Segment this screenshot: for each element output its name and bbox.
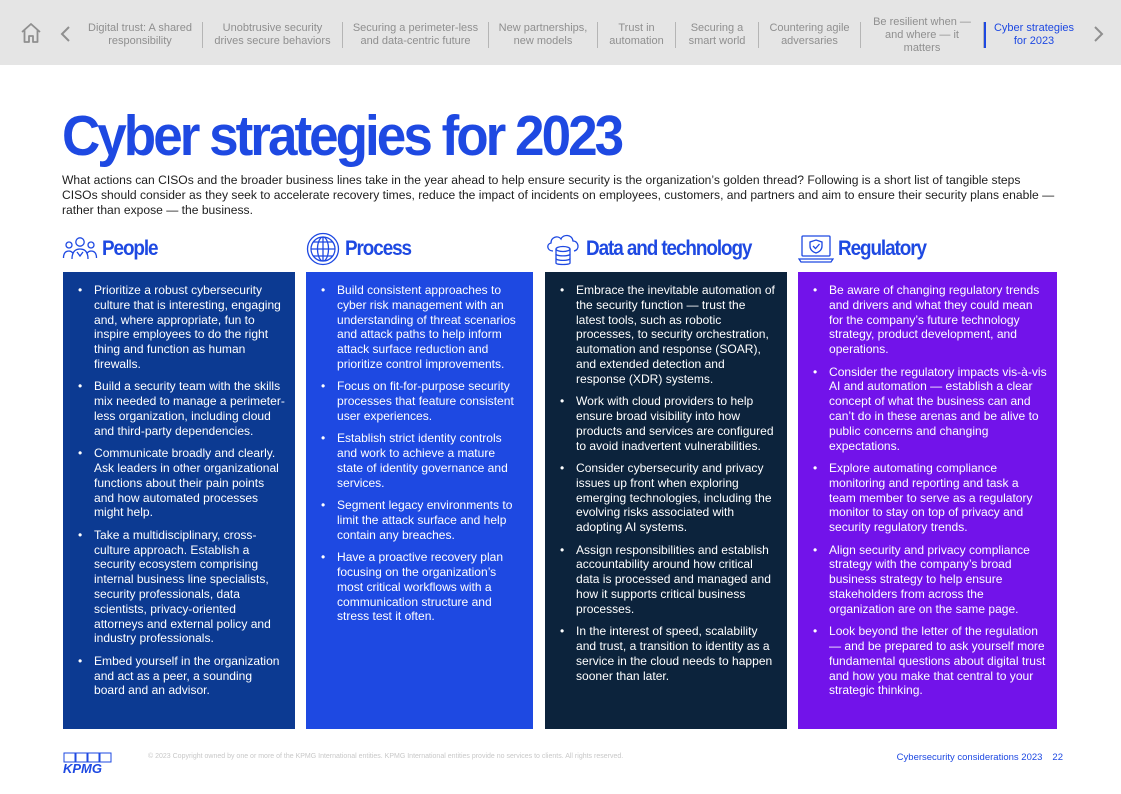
nav-tab-9[interactable]: Cyber strategies for 2023 (984, 22, 1082, 48)
page-title: Cyber strategies for 2023 (62, 104, 622, 168)
regulatory-heading (798, 230, 936, 268)
top-navigation (0, 0, 1121, 65)
people-list (76, 283, 285, 698)
nav-tab-2[interactable]: Unobtrusive security drives secure behaviors (203, 22, 343, 48)
data-heading-label: Data and technology (586, 237, 752, 260)
regulatory-panel (798, 272, 1057, 729)
chevron-left-icon[interactable] (58, 24, 74, 44)
globe-network-icon (305, 231, 341, 267)
list-item: • Focus on fit-for-purpose security processes that feature consistent user experiences. (319, 379, 523, 423)
list-item: • Prioritize a robust cybersecurity culture that is interesting, engaging and, where appropriate, fun to inspire employees to do the right thing and function as human firewalls. (76, 283, 285, 372)
process-list (319, 283, 523, 624)
data-heading (544, 230, 770, 268)
data-list (558, 283, 777, 683)
kpmg-logo (63, 752, 113, 774)
nav-tab-8[interactable]: Be resilient when — and where — it matters (861, 22, 984, 48)
process-heading (305, 230, 418, 268)
report-title: Cybersecurity considerations 2023 (896, 752, 1043, 763)
list-item: • Have a proactive recovery plan focusing on the organization’s most critical workflows with a communication structure and stress test it often. (319, 550, 523, 624)
list-item: • Take a multidisciplinary, cross-culture approach. Establish a security ecosystem comprising internal business line specialists, security professionals, data scientists, privacy-oriented attorneys and external policy and industry professionals. (76, 528, 285, 646)
list-item: • Embrace the inevitable automation of the security function — trust the latest tools, such as robotic processes, to security orchestration, automation and response (SOAR), and extended detection and response (XDR) systems. (558, 283, 777, 387)
list-item: • In the interest of speed, scalability and trust, a transition to identity as a service in the cloud needs to happen sooner than later. (558, 624, 777, 683)
list-item: • Communicate broadly and clearly. Ask leaders in other organizational functions about their pain points and how automated processes might help. (76, 446, 285, 520)
section-tabs (78, 15, 1082, 54)
process-heading-label: Process (345, 237, 411, 260)
list-item: • Explore automating compliance monitoring and reporting and task a team member to serve as a regulatory monitor to stay on top of privacy and security regulatory trends. (811, 461, 1047, 535)
list-item: • Segment legacy environments to limit the attack surface and help contain any breaches. (319, 498, 523, 542)
list-item: • Be aware of changing regulatory trends and drivers and what they could mean for the company’s future technology strategy, product development, and operations. (811, 283, 1047, 357)
page-number: 22 (1052, 752, 1063, 763)
list-item: • Align security and privacy compliance strategy with the company’s broad business strategy to help ensure stakeholders from across the organization are on the same page. (811, 543, 1047, 617)
nav-tab-5[interactable]: Trust in automation (598, 22, 676, 48)
shield-laptop-icon (798, 232, 834, 266)
list-item: • Work with cloud providers to help ensure broad visibility into how products and services are configured to avoid inadvertent vulnerabilities. (558, 394, 777, 453)
list-item: • Look beyond the letter of the regulation — and be prepared to ask yourself more fundamental questions about digital trust and how you make that central to your strategic thinking. (811, 624, 1047, 698)
people-heading-label: People (102, 237, 158, 260)
nav-tab-3[interactable]: Securing a perimeter-less and data-centric future (343, 22, 489, 48)
nav-tab-6[interactable]: Securing a smart world (676, 22, 759, 48)
people-icon (62, 233, 98, 265)
nav-tab-1[interactable]: Digital trust: A shared responsibility (78, 22, 203, 48)
copyright-text: © 2023 Copyright owned by one or more of the KPMG International entities. KPMG International entities provide no services to clients. All rights reserved. (148, 753, 624, 760)
process-panel (306, 272, 533, 729)
people-panel (63, 272, 295, 729)
people-heading (62, 230, 164, 268)
regulatory-heading-label: Regulatory (838, 237, 926, 260)
intro-paragraph: What actions can CISOs and the broader business lines take in the year ahead to help ensure security is the organization’s golden thread? Following is a short list of tangible steps CISOs should consider as they seek to accelerate recovery times, reduce the impact of incidents on employees, customers, and partners and aim to ensure their security plans enable — rather than expose — the business. (62, 173, 1055, 217)
home-icon[interactable] (19, 21, 43, 45)
cloud-database-icon (544, 231, 582, 267)
list-item: • Establish strict identity controls and work to achieve a mature state of identity governance and services. (319, 431, 523, 490)
list-item: • Assign responsibilities and establish accountability around how critical data is processed and managed and how it supports critical business processes. (558, 543, 777, 617)
list-item: • Build a security team with the skills mix needed to manage a perimeter-less organization, including cloud and third-party dependencies. (76, 379, 285, 438)
data-panel (545, 272, 787, 729)
list-item: • Consider cybersecurity and privacy issues up front when exploring emerging technologies, including the evolving risks associated with adopting AI systems. (558, 461, 777, 535)
list-item: • Consider the regulatory impacts vis-à-vis AI and automation — establish a clear concept of what the business can and can’t do in these arenas and be alive to public concerns and changing expectations. (811, 365, 1047, 454)
footer-report-info (897, 752, 1063, 763)
kpmg-logo-text: KPMG (63, 761, 102, 774)
regulatory-list (811, 283, 1047, 698)
chevron-right-icon[interactable] (1090, 24, 1106, 44)
list-item: • Build consistent approaches to cyber risk management with an understanding of threat scenarios and attack paths to help inform attack surface reduction and prioritize control improvements. (319, 283, 523, 372)
list-item: • Embed yourself in the organization and act as a peer, a sounding board and an advisor. (76, 654, 285, 698)
nav-tab-7[interactable]: Countering agile adversaries (759, 22, 861, 48)
nav-tab-4[interactable]: New partnerships, new models (489, 22, 598, 48)
